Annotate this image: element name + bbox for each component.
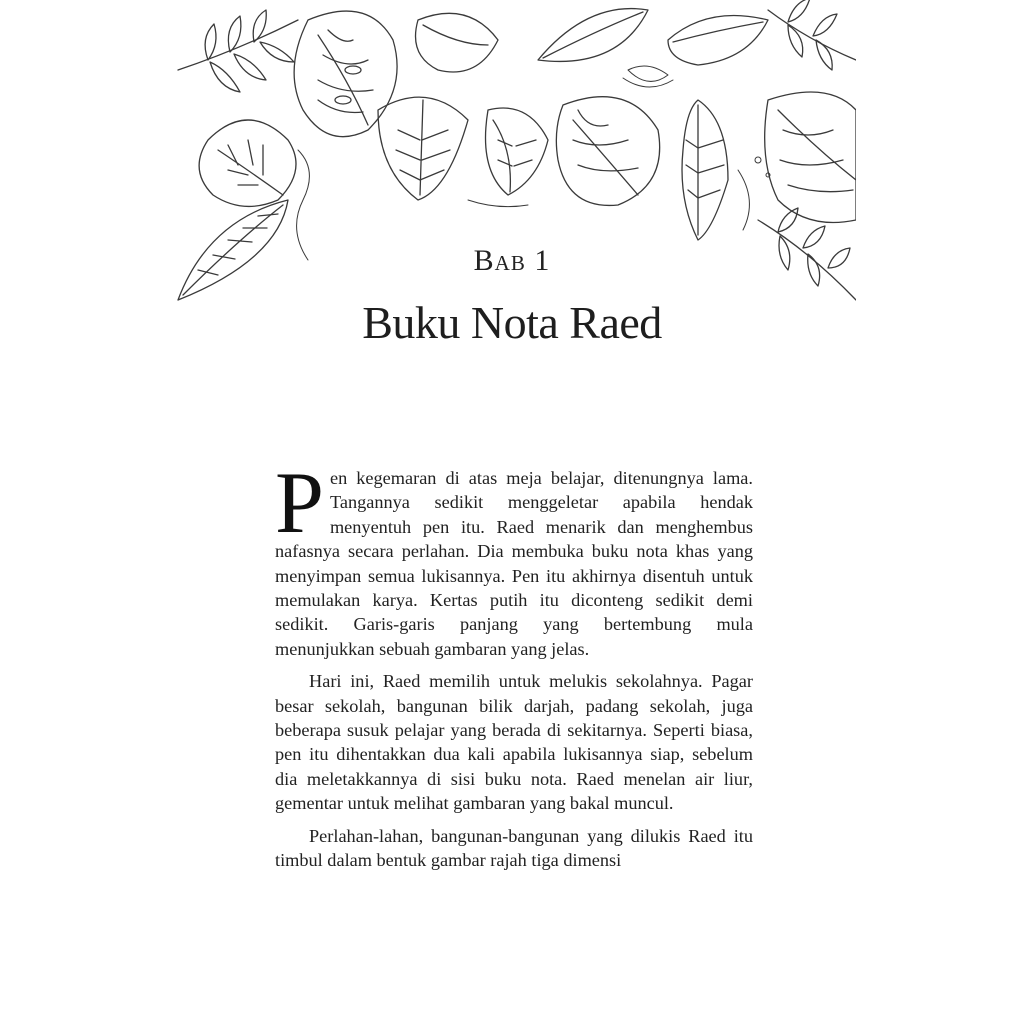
chapter-title: Buku Nota Raed <box>362 297 662 348</box>
paragraph-2: Hari ini, Raed memilih untuk melukis sekolahnya. Pagar besar sekolah, bangunan bilik darjah, padang sekolah, juga beberapa susuk pelajar yang berada di sekitarnya. Seperti biasa, pen itu dihentakkan dua kali apabila lukisannya siap, sebelum dia meletakkannya di sisi buku nota. Raed menelan air liur, gementar untuk melihat gambaran yang bakal muncul. <box>275 671 753 814</box>
vertical-leaf-icon <box>682 100 728 240</box>
heart-leaf-icon <box>199 120 296 206</box>
chapter-body <box>275 455 753 881</box>
drop-cap: P <box>275 455 324 552</box>
pointed-leaf-icon <box>486 108 549 195</box>
paragraph-1-text: en kegemaran di atas meja belajar, ditenungnya lama. Tangannya sedikit menggeletar apabila hendak menyentuh pen itu. Raed menarik dan menghembus nafasnya secara perlahan. Dia membuka buku nota khas yang menyimpan semua lukisannya. Pen itu akhirnya disentuh untuk memulakan karya. Kertas putih itu diconteng sedikit demi sedikit. Garis-garis panjang yang bertembung mula menunjukkan sebuah gambaran yang jelas. <box>275 468 753 659</box>
fern-branch-icon <box>768 0 856 70</box>
monstera-leaf-icon <box>556 97 659 206</box>
long-leaf-icon <box>538 9 768 65</box>
teardrop-leaf-icon <box>378 13 498 200</box>
fern-branch-icon <box>178 10 298 92</box>
chapter-number: Bab 1 <box>473 244 551 277</box>
book-page <box>168 0 856 1024</box>
paragraph-1 <box>275 455 753 661</box>
paragraph-3: Perlahan-lahan, bangunan-bangunan yang dilukis Raed itu timbul dalam bentuk gambar rajah tiga dimensi <box>275 825 753 871</box>
monstera-leaf-icon <box>765 92 856 223</box>
monstera-leaf-icon <box>294 11 397 137</box>
water-swirl-icon <box>297 66 770 260</box>
